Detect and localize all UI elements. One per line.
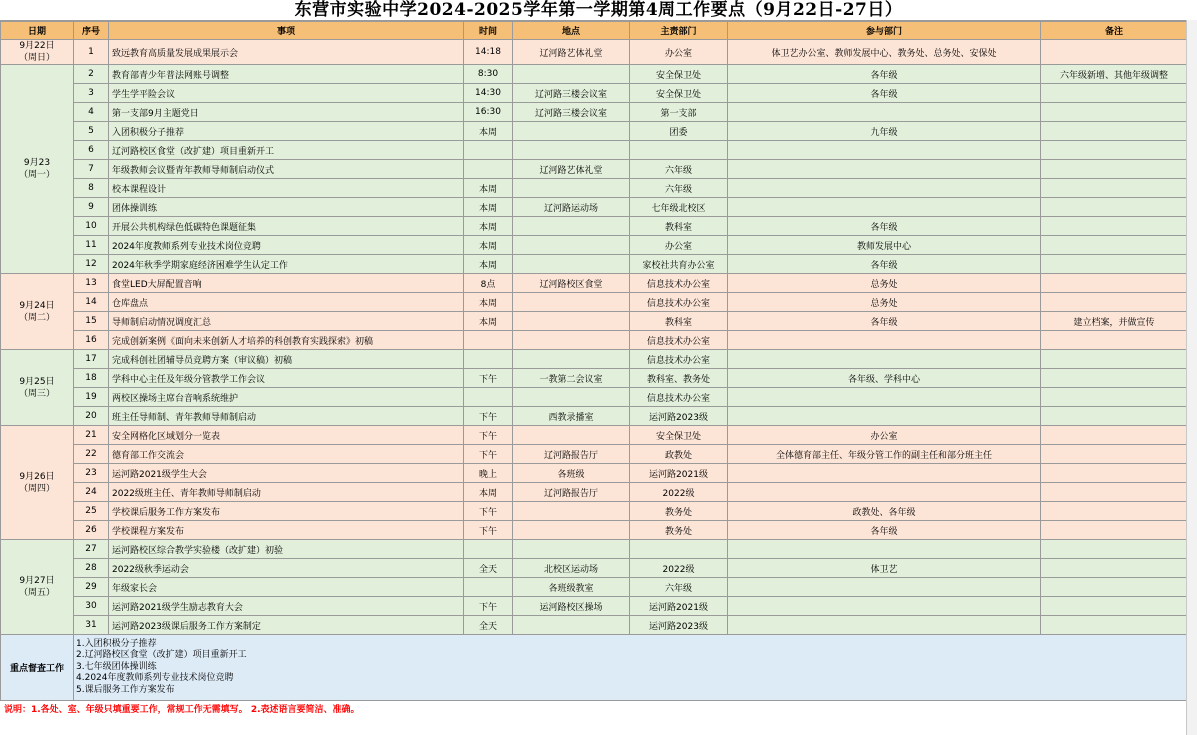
cell-no[interactable]: 10 [74,217,109,236]
cell-place[interactable]: 辽河路报告厅 [513,483,630,502]
cell-no[interactable]: 15 [74,312,109,331]
cell-remark[interactable] [1041,236,1188,255]
cell-time[interactable] [464,160,513,179]
cell-time[interactable]: 本周 [464,483,513,502]
cell-time[interactable]: 本周 [464,312,513,331]
cell-item[interactable]: 学校课程方案发布 [109,521,464,540]
cell-remark[interactable]: 六年级新增、其他年级调整 [1041,65,1188,84]
cell-remark[interactable] [1041,426,1188,445]
cell-time[interactable]: 14:30 [464,84,513,103]
date-cell[interactable] [1,350,74,426]
header-date[interactable]: 日期 [1,22,74,40]
table-row [1,445,1188,464]
cell-item[interactable]: 团体操训练 [109,198,464,217]
cell-time[interactable]: 全天 [464,616,513,635]
cell-no[interactable]: 18 [74,369,109,388]
cell-dept[interactable]: 办公室 [630,236,728,255]
cell-remark[interactable] [1041,274,1188,293]
weekday-label: （周四） [18,483,55,494]
cell-no[interactable]: 23 [74,464,109,483]
weekday-label: （周五） [18,588,55,598]
cell-remark[interactable] [1041,255,1188,274]
date-label: 9月25日 [19,376,55,387]
cell-place[interactable]: 西教录播室 [513,407,630,426]
cell-participants[interactable] [728,616,1041,635]
cell-remark[interactable] [1041,578,1188,597]
cell-participants[interactable]: 办公室 [728,426,1041,445]
cell-participants[interactable] [728,597,1041,616]
footnote: 说明：1.各处、室、年级只填重要工作，常规工作无需填写。 2.表述语言要简洁、准确。 [4,705,360,715]
cell-place[interactable] [513,350,630,369]
cell-remark[interactable] [1041,122,1188,141]
cell-participants[interactable]: 全体德育部主任、年级分管工作的副主任和部分班主任 [728,445,1041,464]
cell-dept[interactable]: 第一支部 [630,103,728,122]
header-remark[interactable]: 备注 [1041,22,1188,40]
cell-place[interactable] [513,141,630,160]
summary-item: 5.课后服务工作方案发布 [76,684,175,695]
cell-time[interactable]: 下午 [464,597,513,616]
cell-participants[interactable] [728,103,1041,122]
cell-place[interactable] [513,540,630,559]
table-row [1,141,1188,160]
cell-place[interactable]: 运河路校区操场 [513,597,630,616]
cell-no[interactable]: 26 [74,521,109,540]
cell-time[interactable] [464,578,513,597]
cell-item[interactable]: 辽河路校区食堂（改扩建）项目重新开工 [109,141,464,160]
cell-no[interactable]: 13 [74,274,109,293]
table-row [1,388,1188,407]
cell-place[interactable] [513,426,630,445]
table-row [1,274,1188,293]
cell-item[interactable]: 年级教师会议暨青年教师导师制启动仪式 [109,160,464,179]
cell-no[interactable]: 30 [74,597,109,616]
date-label: 9月24日 [19,300,55,311]
cell-no[interactable]: 11 [74,236,109,255]
cell-item[interactable]: 第一支部9月主题党日 [109,103,464,122]
cell-item[interactable]: 学校课后服务工作方案发布 [109,502,464,521]
cell-item[interactable]: 导师制启动情况调度汇总 [109,312,464,331]
cell-no[interactable]: 12 [74,255,109,274]
cell-place[interactable] [513,331,630,350]
table-row [1,426,1188,445]
cell-item[interactable]: 食堂LED大屏配置音响 [109,274,464,293]
cell-item[interactable]: 入团积极分子推荐 [109,122,464,141]
cell-time[interactable] [464,388,513,407]
table-row [1,521,1188,540]
cell-item[interactable]: 学科中心主任及年级分管教学工作会议 [109,369,464,388]
cell-participants[interactable]: 各年级 [728,84,1041,103]
cell-time[interactable]: 本周 [464,179,513,198]
cell-time[interactable]: 本周 [464,293,513,312]
cell-participants[interactable] [728,464,1041,483]
cell-remark[interactable] [1041,407,1188,426]
cell-dept[interactable]: 团委 [630,122,728,141]
cell-item[interactable]: 致远教育高质量发展成果展示会 [109,40,464,65]
cell-no[interactable]: 22 [74,445,109,464]
cell-remark[interactable] [1041,369,1188,388]
cell-place[interactable] [513,217,630,236]
cell-time[interactable]: 本周 [464,236,513,255]
cell-dept[interactable]: 教科室、教务处 [630,369,728,388]
cell-time[interactable]: 本周 [464,198,513,217]
cell-participants[interactable] [728,407,1041,426]
table-row [1,255,1188,274]
table-row [1,559,1188,578]
cell-item[interactable]: 安全网格化区域划分一览表 [109,426,464,445]
summary-item: 4.2024年度教师系列专业技术岗位竞聘 [76,673,234,684]
weekday-label: （周一） [18,170,55,180]
cell-dept[interactable]: 信息技术办公室 [630,331,728,350]
header-participants[interactable]: 参与部门 [728,22,1041,40]
cell-time[interactable]: 本周 [464,217,513,236]
cell-time[interactable]: 本周 [464,122,513,141]
cell-place[interactable] [513,388,630,407]
table-row [1,540,1188,559]
date-label: 9月26日 [19,471,55,482]
cell-dept[interactable]: 安全保卫处 [630,426,728,445]
cell-dept[interactable]: 信息技术办公室 [630,274,728,293]
date-label: 9月27日 [19,576,55,586]
cell-no[interactable]: 8 [74,179,109,198]
cell-dept[interactable]: 信息技术办公室 [630,388,728,407]
cell-dept[interactable]: 教科室 [630,312,728,331]
cell-time[interactable]: 8点 [464,274,513,293]
cell-place[interactable]: 辽河路校区食堂 [513,274,630,293]
cell-remark[interactable] [1041,217,1188,236]
cell-item[interactable]: 两校区操场主席台音响系统维护 [109,388,464,407]
table-row [1,84,1188,103]
summary-list[interactable] [74,635,1188,701]
cell-place[interactable]: 辽河路三楼会议室 [513,103,630,122]
cell-item[interactable]: 运河路2021级学生大会 [109,464,464,483]
cell-dept[interactable]: 教务处 [630,502,728,521]
cell-participants[interactable]: 教师发展中心 [728,236,1041,255]
table-row [1,483,1188,502]
cell-time[interactable] [464,540,513,559]
cell-remark[interactable] [1041,464,1188,483]
table-row [1,103,1188,122]
cell-no[interactable]: 28 [74,559,109,578]
cell-time[interactable]: 14:18 [464,40,513,65]
cell-time[interactable]: 8:30 [464,65,513,84]
cell-place[interactable] [513,65,630,84]
cell-place[interactable] [513,312,630,331]
cell-no[interactable]: 4 [74,103,109,122]
cell-place[interactable]: 辽河路艺体礼堂 [513,160,630,179]
weekday-label: （周日） [18,53,55,63]
cell-remark[interactable] [1041,160,1188,179]
cell-dept[interactable]: 六年级 [630,179,728,198]
cell-no[interactable]: 3 [74,84,109,103]
cell-dept[interactable]: 办公室 [630,40,728,65]
cell-item[interactable]: 运河路校区综合教学实验楼（改扩建）初验 [109,540,464,559]
header-place[interactable]: 地点 [513,22,630,40]
summary-label[interactable]: 重点督查工作 [1,635,74,701]
cell-no[interactable]: 2 [74,65,109,84]
cell-place[interactable] [513,502,630,521]
cell-dept[interactable]: 运河路2023级 [630,407,728,426]
cell-item[interactable]: 学生学平险会议 [109,84,464,103]
weekday-label: （周三） [18,388,55,399]
table-row [1,65,1188,84]
cell-remark[interactable] [1041,103,1188,122]
cell-remark[interactable]: 建立档案，并做宣传 [1041,312,1188,331]
header-no[interactable]: 序号 [74,22,109,40]
cell-participants[interactable]: 各年级 [728,65,1041,84]
cell-no[interactable]: 16 [74,331,109,350]
cell-remark[interactable] [1041,293,1188,312]
summary-item: 2.辽河路校区食堂（改扩建）项目重新开工 [76,650,247,661]
cell-no[interactable]: 9 [74,198,109,217]
cell-item[interactable]: 班主任导师制、青年教师导师制启动 [109,407,464,426]
cell-remark[interactable] [1041,179,1188,198]
cell-place[interactable] [513,616,630,635]
cell-time[interactable]: 16:30 [464,103,513,122]
table-row [1,597,1188,616]
cell-no[interactable]: 17 [74,350,109,369]
summary-item: 1.入团积极分子推荐 [76,638,157,649]
cell-no[interactable]: 24 [74,483,109,502]
table-row [1,502,1188,521]
cell-no[interactable]: 6 [74,141,109,160]
cell-participants[interactable]: 体卫艺 [728,559,1041,578]
cell-remark[interactable] [1041,331,1188,350]
cell-item[interactable]: 2022级班主任、青年教师导师制启动 [109,483,464,502]
table-row [1,179,1188,198]
cell-place[interactable]: 各班级 [513,464,630,483]
header-dept[interactable]: 主责部门 [630,22,728,40]
cell-item[interactable]: 运河路2023级课后服务工作方案制定 [109,616,464,635]
cell-item[interactable]: 2024年秋季学期家庭经济困难学生认定工作 [109,255,464,274]
cell-time[interactable] [464,141,513,160]
table-row [1,40,1188,65]
cell-time[interactable]: 晚上 [464,464,513,483]
cell-item[interactable]: 运河路2021级学生励志教育大会 [109,597,464,616]
cell-time[interactable]: 下午 [464,445,513,464]
cell-time[interactable] [464,331,513,350]
cell-place[interactable]: 辽河路艺体礼堂 [513,40,630,65]
cell-dept[interactable]: 信息技术办公室 [630,350,728,369]
date-label: 9月22日 [19,41,55,51]
cell-participants[interactable]: 各年级 [728,217,1041,236]
cell-dept[interactable] [630,540,728,559]
table-row [1,122,1188,141]
date-cell[interactable] [1,540,74,635]
schedule-table [0,21,1188,701]
cell-place[interactable] [513,255,630,274]
cell-participants[interactable] [728,350,1041,369]
cell-no[interactable]: 7 [74,160,109,179]
cell-time[interactable]: 下午 [464,426,513,445]
cell-time[interactable]: 本周 [464,255,513,274]
header-item[interactable]: 事项 [109,22,464,40]
cell-dept[interactable]: 教科室 [630,217,728,236]
cell-dept[interactable]: 信息技术办公室 [630,293,728,312]
cell-no[interactable]: 25 [74,502,109,521]
cell-place[interactable] [513,122,630,141]
cell-dept[interactable]: 运河路2021级 [630,597,728,616]
cell-place[interactable]: 一教第二会议室 [513,369,630,388]
cell-time[interactable]: 下午 [464,369,513,388]
cell-dept[interactable]: 运河路2023级 [630,616,728,635]
cell-dept[interactable]: 六年级 [630,160,728,179]
cell-place[interactable] [513,521,630,540]
cell-item[interactable]: 完成创新案例《面向未来创新人才培养的科创教育实践探索》初稿 [109,331,464,350]
cell-remark[interactable] [1041,198,1188,217]
cell-remark[interactable] [1041,445,1188,464]
cell-time[interactable]: 下午 [464,407,513,426]
table-row [1,217,1188,236]
cell-dept[interactable]: 六年级 [630,578,728,597]
cell-item[interactable]: 年级家长会 [109,578,464,597]
cell-place[interactable]: 各班级教室 [513,578,630,597]
cell-item[interactable]: 2024年度教师系列专业技术岗位竞聘 [109,236,464,255]
cell-time[interactable]: 全天 [464,559,513,578]
summary-row [1,635,1188,701]
cell-remark[interactable] [1041,616,1188,635]
date-label: 9月23 [23,158,51,168]
cell-dept[interactable]: 安全保卫处 [630,84,728,103]
cell-place[interactable] [513,179,630,198]
cell-no[interactable]: 14 [74,293,109,312]
cell-item[interactable]: 开展公共机构绿色低碳特色课题征集 [109,217,464,236]
table-row [1,350,1188,369]
cell-dept[interactable]: 运河路2021级 [630,464,728,483]
cell-item[interactable]: 校本课程设计 [109,179,464,198]
header-row [1,22,1188,40]
cell-no[interactable]: 1 [74,40,109,65]
cell-dept[interactable]: 七年级北校区 [630,198,728,217]
cell-remark[interactable] [1041,141,1188,160]
cell-no[interactable]: 19 [74,388,109,407]
cell-participants[interactable]: 各年级 [728,255,1041,274]
cell-participants[interactable] [728,331,1041,350]
table-row [1,312,1188,331]
cell-time[interactable]: 下午 [464,502,513,521]
cell-place[interactable]: 辽河路运动场 [513,198,630,217]
table-row [1,464,1188,483]
cell-participants[interactable] [728,540,1041,559]
table-row [1,198,1188,217]
table-row [1,616,1188,635]
table-row [1,236,1188,255]
cell-place[interactable] [513,293,630,312]
cell-remark[interactable] [1041,483,1188,502]
cell-participants[interactable]: 各年级、学科中心 [728,369,1041,388]
cell-dept[interactable] [630,141,728,160]
cell-time[interactable] [464,350,513,369]
cell-participants[interactable]: 九年级 [728,122,1041,141]
cell-no[interactable]: 27 [74,540,109,559]
cell-remark[interactable] [1041,502,1188,521]
cell-dept[interactable]: 教务处 [630,521,728,540]
table-row [1,331,1188,350]
cell-participants[interactable] [728,388,1041,407]
date-cell[interactable] [1,40,74,65]
cell-no[interactable]: 29 [74,578,109,597]
vertical-scrollbar[interactable] [1186,20,1197,735]
cell-dept[interactable]: 安全保卫处 [630,65,728,84]
table-row [1,293,1188,312]
weekday-label: （周二） [18,312,55,323]
cell-dept[interactable]: 2022级 [630,483,728,502]
date-cell[interactable] [1,274,74,350]
table-row [1,369,1188,388]
cell-remark[interactable] [1041,521,1188,540]
cell-item[interactable]: 2022级秋季运动会 [109,559,464,578]
cell-item[interactable]: 教育部青少年普法网账号调整 [109,65,464,84]
date-cell[interactable] [1,426,74,540]
cell-participants[interactable] [728,179,1041,198]
date-cell[interactable] [1,65,74,274]
sheet-title: 东营市实验中学2024-2025学年第一学期第4周工作要点（9月22日-27日） [0,0,1197,21]
cell-remark[interactable] [1041,559,1188,578]
summary-item: 3.七年级团体操训练 [76,661,157,672]
cell-participants[interactable]: 政教处、各年级 [728,502,1041,521]
cell-no[interactable]: 21 [74,426,109,445]
cell-participants[interactable]: 总务处 [728,293,1041,312]
cell-participants[interactable]: 各年级 [728,312,1041,331]
cell-item[interactable]: 仓库盘点 [109,293,464,312]
cell-time[interactable]: 下午 [464,521,513,540]
cell-participants[interactable] [728,198,1041,217]
cell-participants[interactable] [728,483,1041,502]
cell-item[interactable]: 完成科创社团辅导员竞聘方案（审议稿）初稿 [109,350,464,369]
cell-place[interactable]: 北校区运动场 [513,559,630,578]
cell-remark[interactable] [1041,350,1188,369]
cell-participants[interactable] [728,141,1041,160]
cell-participants[interactable]: 体卫艺办公室、教师发展中心、教务处、总务处、安保处 [728,40,1041,65]
cell-participants[interactable] [728,160,1041,179]
cell-place[interactable] [513,236,630,255]
cell-no[interactable]: 31 [74,616,109,635]
cell-remark[interactable] [1041,597,1188,616]
cell-dept[interactable]: 政教处 [630,445,728,464]
cell-participants[interactable] [728,578,1041,597]
cell-participants[interactable]: 总务处 [728,274,1041,293]
cell-no[interactable]: 5 [74,122,109,141]
cell-dept[interactable]: 2022级 [630,559,728,578]
cell-no[interactable]: 20 [74,407,109,426]
cell-item[interactable]: 德育部工作交流会 [109,445,464,464]
cell-remark[interactable] [1041,40,1188,65]
cell-remark[interactable] [1041,540,1188,559]
cell-dept[interactable]: 家校社共育办公室 [630,255,728,274]
cell-place[interactable]: 辽河路报告厅 [513,445,630,464]
table-row [1,160,1188,179]
cell-remark[interactable] [1041,84,1188,103]
table-row [1,407,1188,426]
table-row [1,578,1188,597]
cell-remark[interactable] [1041,388,1188,407]
cell-participants[interactable]: 各年级 [728,521,1041,540]
cell-place[interactable]: 辽河路三楼会议室 [513,84,630,103]
header-time[interactable]: 时间 [464,22,513,40]
